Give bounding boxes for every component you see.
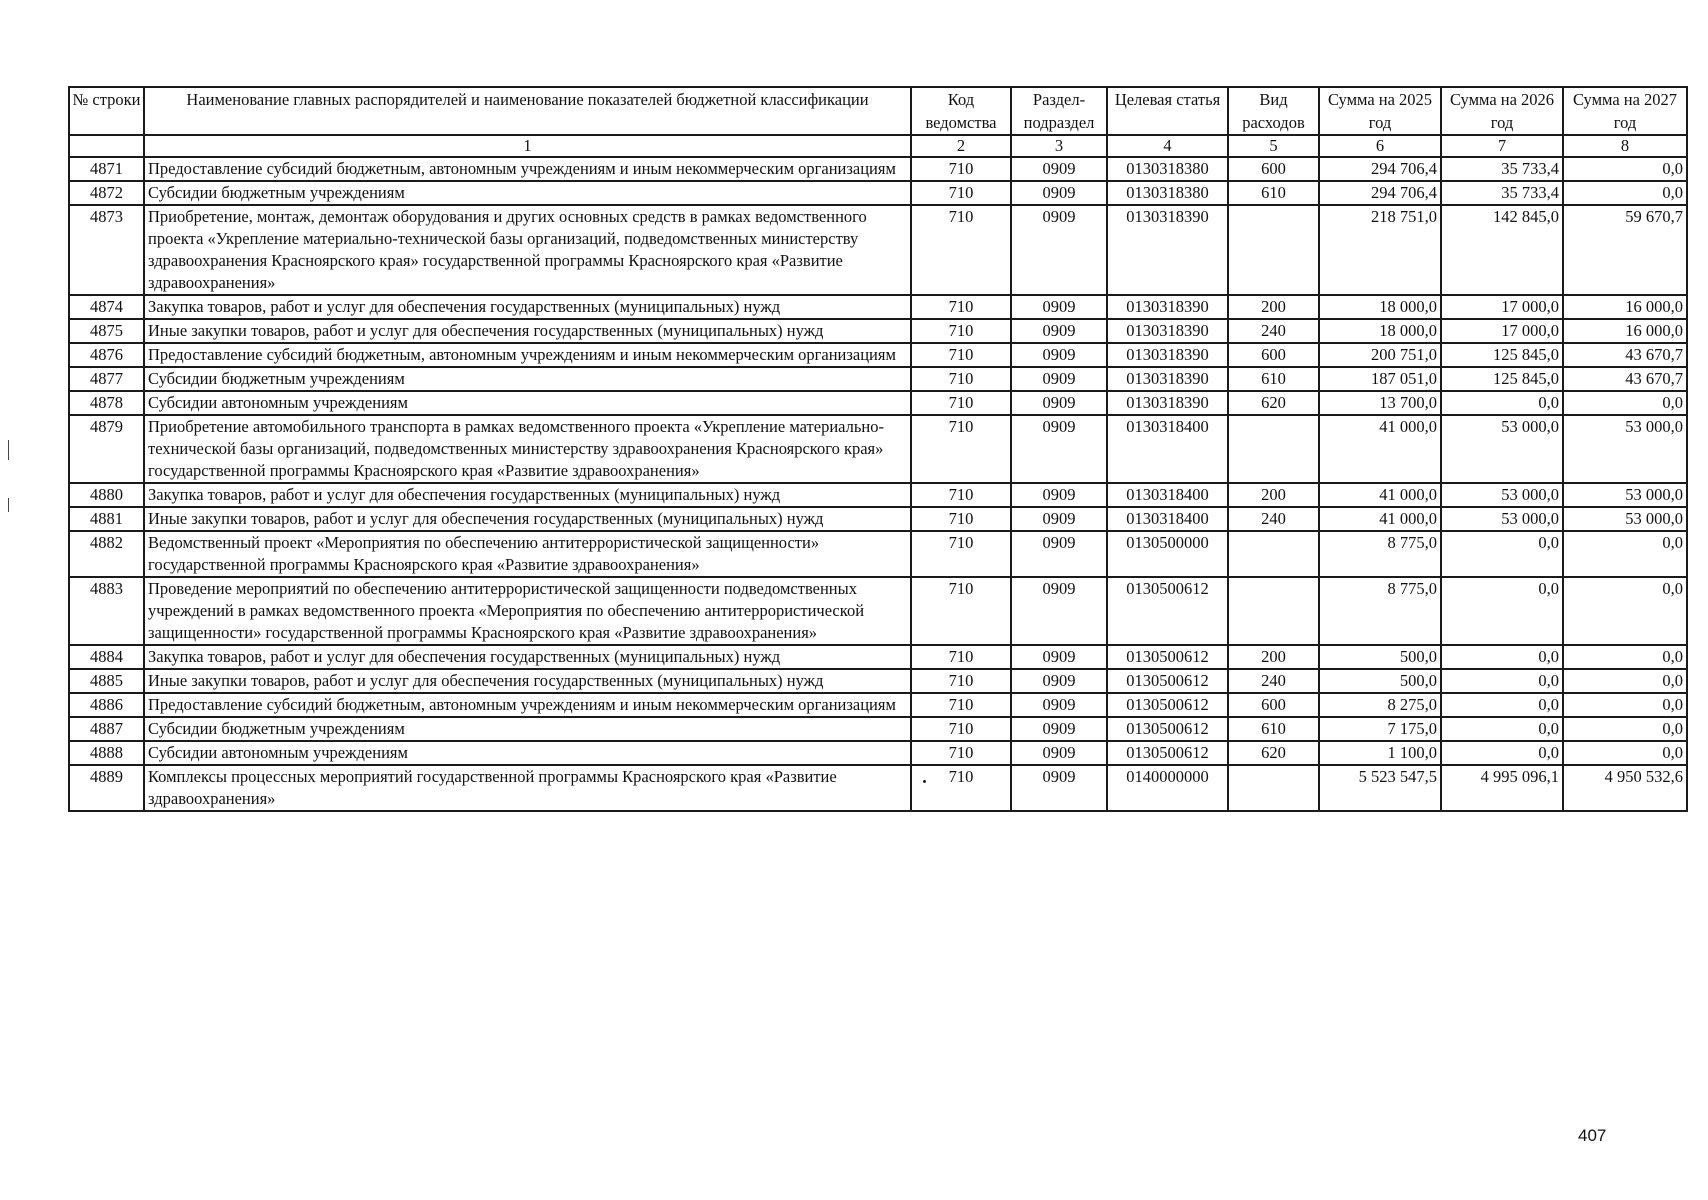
code-target-article: 0130318400 (1107, 507, 1228, 531)
header-cell: Целевая статья (1107, 87, 1228, 135)
row-name: Предоставление субсидий бюджетным, автономным учреждениям и иным некоммерческим организациям (144, 693, 911, 717)
table-row (69, 693, 1687, 717)
table-row (69, 531, 1687, 577)
code-section: 0909 (1011, 765, 1107, 811)
row-number: 4888 (69, 741, 144, 765)
code-expense-type: 200 (1228, 295, 1319, 319)
sum-2026: 53 000,0 (1441, 415, 1563, 483)
code-department: 710 (911, 391, 1011, 415)
code-section: 0909 (1011, 367, 1107, 391)
row-name: Предоставление субсидий бюджетным, автономным учреждениям и иным некоммерческим организациям (144, 157, 911, 181)
sum-2027: 0,0 (1563, 391, 1687, 415)
sum-2025: 18 000,0 (1319, 319, 1441, 343)
code-section: 0909 (1011, 343, 1107, 367)
code-expense-type: 240 (1228, 507, 1319, 531)
code-target-article: 0130318380 (1107, 181, 1228, 205)
code-department: 710 (911, 181, 1011, 205)
code-section: 0909 (1011, 319, 1107, 343)
code-expense-type (1228, 765, 1319, 811)
table-row (69, 577, 1687, 645)
sum-2025: 500,0 (1319, 645, 1441, 669)
code-target-article: 0130318390 (1107, 319, 1228, 343)
sum-2027: 43 670,7 (1563, 343, 1687, 367)
code-target-article: 0130500612 (1107, 669, 1228, 693)
sum-2026: 0,0 (1441, 577, 1563, 645)
code-department: 710 (911, 645, 1011, 669)
code-department: 710 (911, 319, 1011, 343)
sum-2025: 41 000,0 (1319, 415, 1441, 483)
sum-2025: 41 000,0 (1319, 483, 1441, 507)
code-department: 710 (911, 205, 1011, 295)
row-name: Ведомственный проект «Мероприятия по обеспечению антитеррористической защищенности» государственной программы Красноярского края «Развитие здравоохранения» (144, 531, 911, 577)
sum-2026: 35 733,4 (1441, 157, 1563, 181)
code-section: 0909 (1011, 507, 1107, 531)
code-expense-type: 620 (1228, 391, 1319, 415)
code-expense-type: 610 (1228, 717, 1319, 741)
code-expense-type: 200 (1228, 483, 1319, 507)
code-target-article: 0140000000 (1107, 765, 1228, 811)
row-number: 4883 (69, 577, 144, 645)
table-row (69, 205, 1687, 295)
sum-2026: 0,0 (1441, 717, 1563, 741)
table-row (69, 319, 1687, 343)
table-row (69, 343, 1687, 367)
sum-2026: 125 845,0 (1441, 367, 1563, 391)
sum-2026: 53 000,0 (1441, 507, 1563, 531)
row-name: Иные закупки товаров, работ и услуг для обеспечения государственных (муниципальных) нужд (144, 507, 911, 531)
code-expense-type (1228, 577, 1319, 645)
table-row (69, 645, 1687, 669)
code-expense-type (1228, 205, 1319, 295)
code-target-article: 0130318400 (1107, 415, 1228, 483)
sum-2025: 1 100,0 (1319, 741, 1441, 765)
row-number: 4875 (69, 319, 144, 343)
code-section: 0909 (1011, 295, 1107, 319)
code-target-article: 0130318400 (1107, 483, 1228, 507)
table-row (69, 669, 1687, 693)
sum-2027: 16 000,0 (1563, 295, 1687, 319)
row-number: 4871 (69, 157, 144, 181)
table-row (69, 507, 1687, 531)
stray-dot (923, 780, 926, 783)
code-department: 710 (911, 483, 1011, 507)
sum-2026: 125 845,0 (1441, 343, 1563, 367)
sum-2025: 8 775,0 (1319, 531, 1441, 577)
row-name: Субсидии бюджетным учреждениям (144, 717, 911, 741)
sum-2025: 5 523 547,5 (1319, 765, 1441, 811)
sum-2027: 4 950 532,6 (1563, 765, 1687, 811)
code-department: 710 (911, 717, 1011, 741)
sum-2026: 142 845,0 (1441, 205, 1563, 295)
code-expense-type: 610 (1228, 367, 1319, 391)
code-section: 0909 (1011, 205, 1107, 295)
sum-2025: 218 751,0 (1319, 205, 1441, 295)
sum-2025: 294 706,4 (1319, 157, 1441, 181)
code-target-article: 0130318390 (1107, 367, 1228, 391)
row-number: 4887 (69, 717, 144, 741)
row-name: Субсидии бюджетным учреждениям (144, 367, 911, 391)
sum-2026: 53 000,0 (1441, 483, 1563, 507)
code-department: 710 (911, 343, 1011, 367)
sum-2026: 0,0 (1441, 391, 1563, 415)
row-name: Субсидии бюджетным учреждениям (144, 181, 911, 205)
row-number: 4876 (69, 343, 144, 367)
sum-2025: 18 000,0 (1319, 295, 1441, 319)
code-section: 0909 (1011, 645, 1107, 669)
column-number: 1 (144, 135, 911, 157)
sum-2027: 53 000,0 (1563, 483, 1687, 507)
code-section: 0909 (1011, 693, 1107, 717)
sum-2026: 0,0 (1441, 741, 1563, 765)
code-department: 710 (911, 693, 1011, 717)
code-department: 710 (911, 367, 1011, 391)
code-target-article: 0130318390 (1107, 295, 1228, 319)
row-name: Проведение мероприятий по обеспечению антитеррористической защищенности подведомственных учреждений в рамках ведомственного проекта «Мероприятия по обеспечению антитеррористической защищенности» государственной программы Красноярского края «Развитие здравоохранения» (144, 577, 911, 645)
code-expense-type: 600 (1228, 693, 1319, 717)
code-department: 710 (911, 295, 1011, 319)
row-number: 4872 (69, 181, 144, 205)
page-number: 407 (1578, 1126, 1607, 1145)
column-number (69, 135, 144, 157)
sum-2026: 0,0 (1441, 669, 1563, 693)
header-cell: Код ведомства (911, 87, 1011, 135)
column-number-row (69, 135, 1687, 157)
table-row (69, 415, 1687, 483)
sum-2026: 17 000,0 (1441, 319, 1563, 343)
code-target-article: 0130318380 (1107, 157, 1228, 181)
sum-2027: 53 000,0 (1563, 415, 1687, 483)
table-row (69, 157, 1687, 181)
sum-2027: 0,0 (1563, 157, 1687, 181)
code-department: 710 (911, 415, 1011, 483)
sum-2027: 59 670,7 (1563, 205, 1687, 295)
table-row (69, 295, 1687, 319)
code-section: 0909 (1011, 181, 1107, 205)
column-number: 5 (1228, 135, 1319, 157)
row-number: 4877 (69, 367, 144, 391)
code-department: 710 (911, 507, 1011, 531)
code-section: 0909 (1011, 391, 1107, 415)
column-number: 8 (1563, 135, 1687, 157)
header-cell: Сумма на 2026 год (1441, 87, 1563, 135)
row-number: 4881 (69, 507, 144, 531)
code-section: 0909 (1011, 415, 1107, 483)
row-number: 4886 (69, 693, 144, 717)
code-expense-type: 600 (1228, 343, 1319, 367)
row-number: 4884 (69, 645, 144, 669)
sum-2025: 8 275,0 (1319, 693, 1441, 717)
code-section: 0909 (1011, 741, 1107, 765)
code-expense-type: 200 (1228, 645, 1319, 669)
row-name: Закупка товаров, работ и услуг для обеспечения государственных (муниципальных) нужд (144, 295, 911, 319)
column-number: 6 (1319, 135, 1441, 157)
code-department: 710 (911, 157, 1011, 181)
code-target-article: 0130500612 (1107, 741, 1228, 765)
code-department: 710 (911, 669, 1011, 693)
row-name: Закупка товаров, работ и услуг для обеспечения государственных (муниципальных) нужд (144, 645, 911, 669)
sum-2025: 8 775,0 (1319, 577, 1441, 645)
sum-2026: 4 995 096,1 (1441, 765, 1563, 811)
sum-2026: 17 000,0 (1441, 295, 1563, 319)
code-expense-type: 600 (1228, 157, 1319, 181)
row-number: 4882 (69, 531, 144, 577)
code-section: 0909 (1011, 669, 1107, 693)
table-row (69, 717, 1687, 741)
code-target-article: 0130500612 (1107, 717, 1228, 741)
sum-2027: 0,0 (1563, 181, 1687, 205)
code-department: 710 (911, 741, 1011, 765)
code-section: 0909 (1011, 717, 1107, 741)
code-department: 710 (911, 531, 1011, 577)
row-number: 4879 (69, 415, 144, 483)
table-row (69, 765, 1687, 811)
code-department: 710 (911, 765, 1011, 811)
code-section: 0909 (1011, 483, 1107, 507)
code-section: 0909 (1011, 531, 1107, 577)
sum-2026: 35 733,4 (1441, 181, 1563, 205)
header-cell: Наименование главных распорядителей и наименование показателей бюджетной классификации (144, 87, 911, 135)
table-row (69, 181, 1687, 205)
budget-table (68, 86, 1688, 812)
row-number: 4873 (69, 205, 144, 295)
code-target-article: 0130500612 (1107, 577, 1228, 645)
column-number: 4 (1107, 135, 1228, 157)
header-row (69, 87, 1687, 135)
table-row (69, 367, 1687, 391)
row-number: 4878 (69, 391, 144, 415)
sum-2025: 41 000,0 (1319, 507, 1441, 531)
header-cell: Раздел-подраздел (1011, 87, 1107, 135)
row-name: Комплексы процессных мероприятий государственной программы Красноярского края «Развитие здравоохранения» (144, 765, 911, 811)
sum-2026: 0,0 (1441, 531, 1563, 577)
sum-2027: 0,0 (1563, 531, 1687, 577)
row-name: Иные закупки товаров, работ и услуг для обеспечения государственных (муниципальных) нужд (144, 669, 911, 693)
sum-2025: 500,0 (1319, 669, 1441, 693)
sum-2025: 187 051,0 (1319, 367, 1441, 391)
header-cell: Сумма на 2025 год (1319, 87, 1441, 135)
code-department: 710 (911, 577, 1011, 645)
row-name: Закупка товаров, работ и услуг для обеспечения государственных (муниципальных) нужд (144, 483, 911, 507)
code-target-article: 0130318390 (1107, 343, 1228, 367)
margin-mark (8, 440, 9, 460)
sum-2025: 294 706,4 (1319, 181, 1441, 205)
code-expense-type (1228, 415, 1319, 483)
sum-2027: 16 000,0 (1563, 319, 1687, 343)
code-target-article: 0130500612 (1107, 645, 1228, 669)
sum-2027: 0,0 (1563, 577, 1687, 645)
row-number: 4874 (69, 295, 144, 319)
column-number: 2 (911, 135, 1011, 157)
code-expense-type: 610 (1228, 181, 1319, 205)
sum-2026: 0,0 (1441, 645, 1563, 669)
row-name: Субсидии автономным учреждениям (144, 741, 911, 765)
header-cell: Сумма на 2027 год (1563, 87, 1687, 135)
header-cell: Вид расходов (1228, 87, 1319, 135)
sum-2025: 7 175,0 (1319, 717, 1441, 741)
sum-2027: 53 000,0 (1563, 507, 1687, 531)
row-name: Иные закупки товаров, работ и услуг для обеспечения государственных (муниципальных) нужд (144, 319, 911, 343)
sum-2027: 0,0 (1563, 645, 1687, 669)
sum-2027: 0,0 (1563, 693, 1687, 717)
sum-2027: 0,0 (1563, 669, 1687, 693)
table-row (69, 741, 1687, 765)
code-expense-type: 240 (1228, 669, 1319, 693)
sum-2027: 43 670,7 (1563, 367, 1687, 391)
sum-2025: 200 751,0 (1319, 343, 1441, 367)
row-number: 4885 (69, 669, 144, 693)
sum-2026: 0,0 (1441, 693, 1563, 717)
code-target-article: 0130318390 (1107, 391, 1228, 415)
margin-mark (8, 498, 9, 512)
code-expense-type: 240 (1228, 319, 1319, 343)
row-name: Предоставление субсидий бюджетным, автономным учреждениям и иным некоммерческим организациям (144, 343, 911, 367)
header-cell: № строки (69, 87, 144, 135)
column-number: 7 (1441, 135, 1563, 157)
table-row (69, 483, 1687, 507)
code-section: 0909 (1011, 577, 1107, 645)
row-name: Приобретение автомобильного транспорта в рамках ведомственного проекта «Укрепление материально-технической базы организаций, подведомственных министерству здравоохранения Красноярского края» государственной программы Красноярского края «Развитие здравоохранения» (144, 415, 911, 483)
row-name: Приобретение, монтаж, демонтаж оборудования и других основных средств в рамках ведомственного проекта «Укрепление материально-технической базы организаций, подведомственных министерству здравоохранения Красноярского края» государственной программы Красноярского края «Развитие здравоохранения» (144, 205, 911, 295)
row-name: Субсидии автономным учреждениям (144, 391, 911, 415)
sum-2027: 0,0 (1563, 741, 1687, 765)
code-target-article: 0130318390 (1107, 205, 1228, 295)
row-number: 4889 (69, 765, 144, 811)
sum-2025: 13 700,0 (1319, 391, 1441, 415)
sum-2027: 0,0 (1563, 717, 1687, 741)
code-section: 0909 (1011, 157, 1107, 181)
code-target-article: 0130500612 (1107, 693, 1228, 717)
code-expense-type: 620 (1228, 741, 1319, 765)
code-expense-type (1228, 531, 1319, 577)
row-number: 4880 (69, 483, 144, 507)
column-number: 3 (1011, 135, 1107, 157)
code-target-article: 0130500000 (1107, 531, 1228, 577)
table-row (69, 391, 1687, 415)
